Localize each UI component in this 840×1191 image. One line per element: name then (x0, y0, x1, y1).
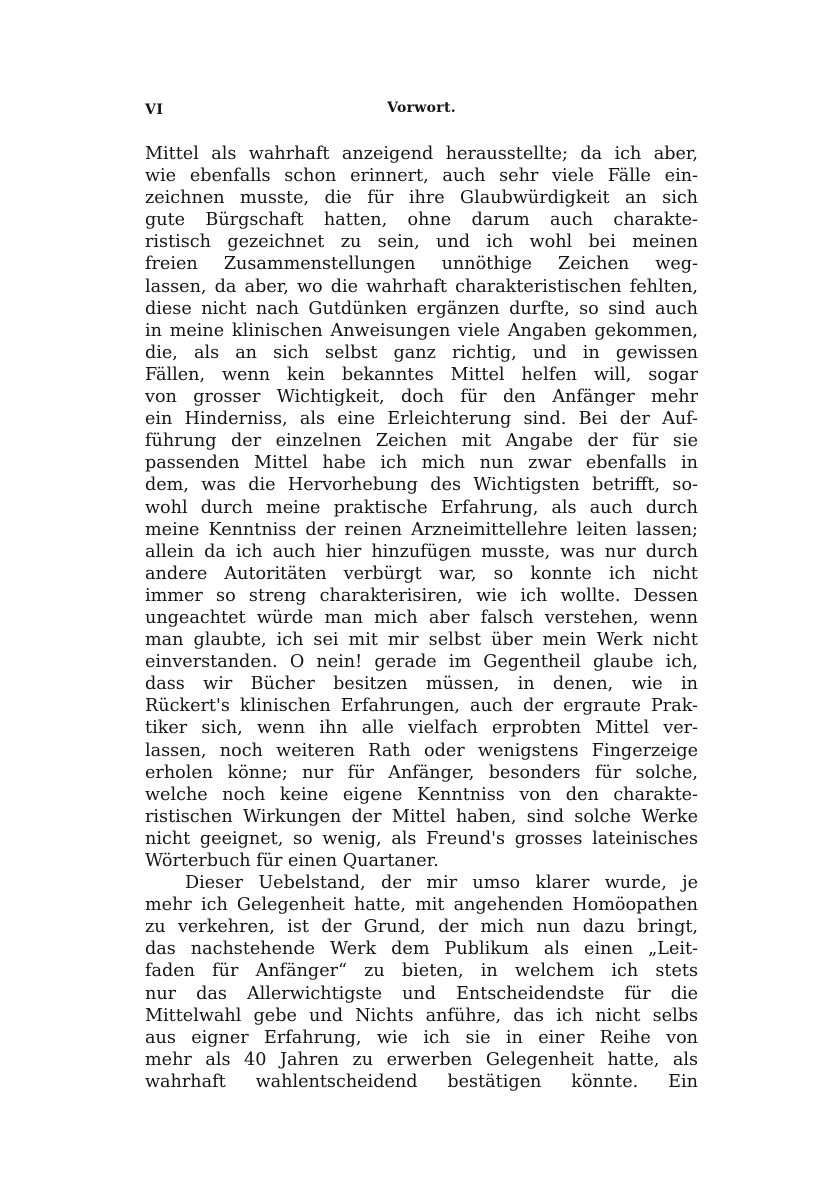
text-line: dass wir Bücher besitzen müssen, in denen, wie in (145, 674, 698, 695)
text-line: von grosser Wichtigkeit, doch für den Anfänger mehr (145, 387, 698, 408)
text-line: nur das Allerwichtigste und Entscheidendste für die (145, 983, 698, 1004)
running-head (145, 100, 698, 122)
page-number: VI (145, 102, 164, 118)
text-line: ristischen Wirkungen der Mittel haben, sind solche Werke (145, 806, 698, 827)
page-title: Vorwort. (387, 100, 456, 116)
text-line: zu verkehren, ist der Grund, der mich nun dazu bringt, (145, 917, 698, 938)
text-line: lassen, noch weiteren Rath oder wenigstens Fingerzeige (145, 740, 698, 761)
text-line: das nachstehende Werk dem Publikum als einen „Leit- (145, 939, 698, 960)
text-line: meine Kenntniss der reinen Arzneimittellehre leiten lassen; (145, 519, 698, 540)
text-line: man glaubte, ich sei mit mir selbst über mein Werk nicht (145, 630, 698, 651)
text-line: freien Zusammenstellungen unnöthige Zeichen weg- (145, 254, 698, 275)
text-line: in meine klinischen Anweisungen viele Angaben gekommen, (145, 320, 698, 341)
text-line: gute Bürgschaft hatten, ohne darum auch charakte- (145, 210, 698, 231)
text-line: führung der einzelnen Zeichen mit Angabe der für sie (145, 431, 698, 452)
text-line: diese nicht nach Gutdünken ergänzen durfte, so sind auch (145, 298, 698, 319)
body-text (145, 143, 698, 1093)
text-line: wie ebenfalls schon erinnert, auch sehr viele Fälle ein- (145, 166, 698, 187)
text-line: andere Autoritäten verbürgt war, so konnte ich nicht (145, 563, 698, 584)
text-line: wohl durch meine praktische Erfahrung, als auch durch (145, 497, 698, 518)
text-line: Mittel als wahrhaft anzeigend herausstellte; da ich aber, (145, 144, 698, 164)
text-line: ungeachtet würde man mich aber falsch verstehen, wenn (145, 607, 698, 628)
text-line: mehr als 40 Jahren zu erwerben Gelegenheit hatte, als (145, 1049, 698, 1070)
text-line: einverstanden. O nein! gerade im Gegentheil glaube ich, (145, 652, 698, 673)
text-line: wahrhaft wahlentscheidend bestätigen könnte. Ein (145, 1071, 698, 1092)
text-line: ein Hinderniss, als eine Erleichterung sind. Bei der Auf- (145, 409, 698, 430)
paragraph-end-line: Wörterbuch für einen Quartaner. (145, 851, 439, 871)
text-line: mehr ich Gelegenheit hatte, mit angehenden Homöopathen (145, 895, 698, 916)
text-line: lassen, da aber, wo die wahrhaft charakteristischen fehlten, (145, 276, 698, 297)
text-line: faden für Anfänger“ zu bieten, in welchem ich stets (145, 961, 698, 982)
text-line: erholen könne; nur für Anfänger, besonders für solche, (145, 762, 698, 783)
text-line: immer so streng charakterisiren, wie ich wollte. Dessen (145, 585, 698, 606)
text-line: welche noch keine eigene Kenntniss von den charakte- (145, 784, 698, 805)
text-line: dem, was die Hervorhebung des Wichtigsten betrifft, so- (145, 475, 698, 496)
text-line: Mittelwahl gebe und Nichts anführe, das ich nicht selbs (145, 1005, 698, 1026)
text-line: Rückert's klinischen Erfahrungen, auch der ergraute Prak- (145, 696, 698, 717)
text-line: die, als an sich selbst ganz richtig, und in gewissen (145, 342, 698, 363)
text-line: nicht geeignet, so wenig, als Freund's grosses lateinisches (145, 828, 698, 849)
text-line: zeichnen musste, die für ihre Glaubwürdigkeit an sich (145, 188, 698, 209)
paragraph-start-line: Dieser Uebelstand, der mir umso klarer wurde, je (185, 873, 698, 894)
text-line: aus eigner Erfahrung, wie ich sie in einer Reihe von (145, 1027, 698, 1048)
text-line: Fällen, wenn kein bekanntes Mittel helfen will, sogar (145, 364, 698, 385)
text-line: passenden Mittel habe ich mich nun zwar ebenfalls in (145, 453, 698, 474)
text-line: tiker sich, wenn ihn alle vielfach erprobten Mittel ver- (145, 718, 698, 739)
text-line: allein da ich auch hier hinzufügen musste, was nur durch (145, 541, 698, 562)
text-line: ristisch gezeichnet zu sein, und ich wohl bei meinen (145, 232, 698, 253)
